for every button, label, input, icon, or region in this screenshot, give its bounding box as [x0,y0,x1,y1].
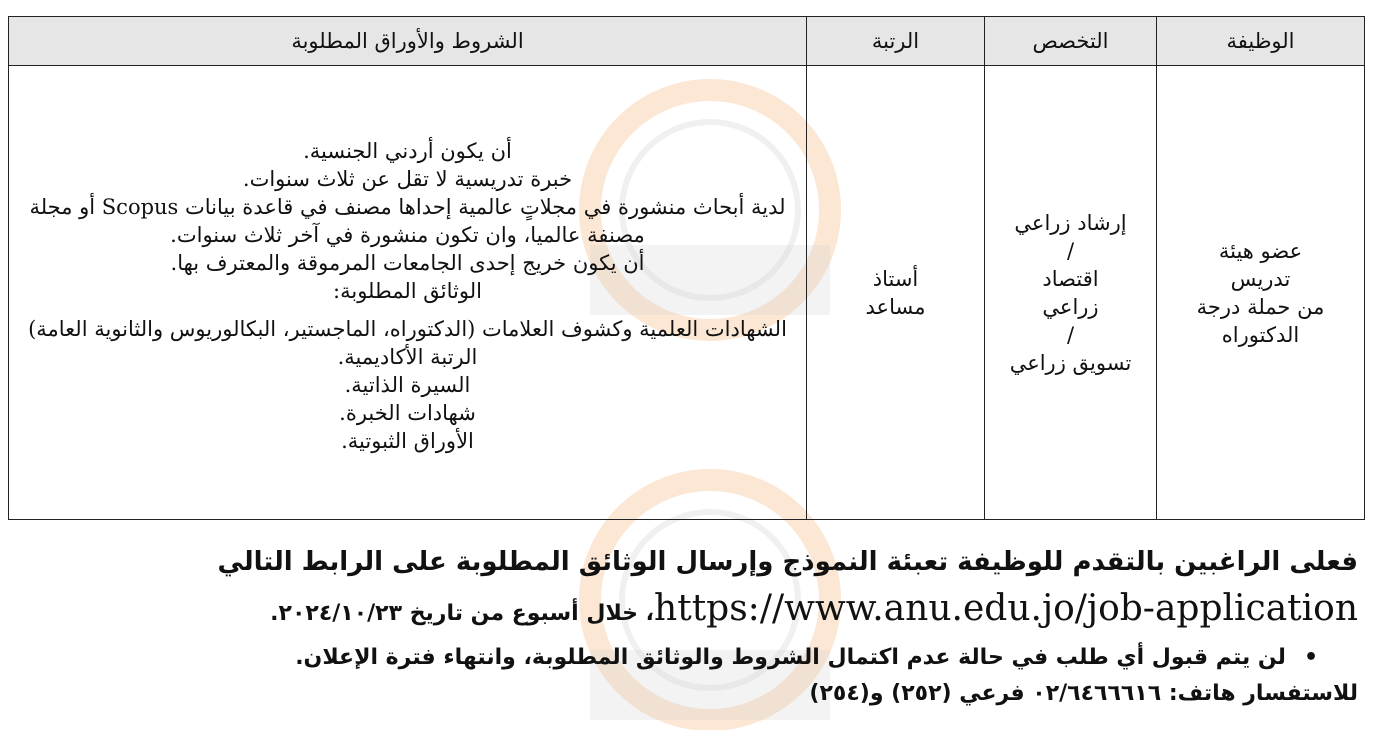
notice-text: لن يتم قبول أي طلب في حالة عدم اكتمال الشروط والوثائق المطلوبة، وانتهاء فترة الإعلان. [295,645,1286,670]
condition-item: خبرة تدريسية لا تقل عن ثلاث سنوات. [242,166,573,191]
job-title-line: من حملة درجة [1196,294,1325,319]
job-title-cell [1157,66,1365,520]
condition-item: أن يكون خريج إحدى الجامعات المرموقة والمعترف بها. [170,250,645,275]
document-item: الأوراق الثبوتية. [341,428,474,453]
application-instructions [18,540,1358,712]
header-specialization: التخصص [985,17,1157,66]
job-title-line: عضو هيئة [1218,238,1303,263]
specialization-line: إرشاد زراعي [1014,210,1127,235]
contact-phone: للاستفسار هاتف: ٠٢/٦٤٦٦٦١٦ فرعي (٢٥٢) و(٢٥٤) [809,681,1358,706]
apply-link-line [18,584,1358,640]
application-link[interactable]: https://www.anu.edu.jo/job-application [654,588,1358,629]
table-header-row [9,17,1365,66]
document-item: شهادات الخبرة. [339,400,476,425]
specialization-line: اقتصاد [1042,266,1099,291]
document-item: السيرة الذاتية. [344,372,471,397]
job-title-line: الدكتوراه [1221,322,1300,347]
table-row [9,66,1365,520]
specialization-line: / [1066,238,1075,263]
header-conditions: الشروط والأوراق المطلوبة [9,17,807,66]
rank-cell [807,66,985,520]
bullet-icon: • [1303,645,1318,670]
document-item: الرتبة الأكاديمية. [337,344,478,369]
apply-deadline-text: ، خلال أسبوع من تاريخ ٢٠٢٤/١٠/٢٣. [270,601,655,626]
condition-item: أن يكون أردني الجنسية. [303,138,512,163]
header-job-title: الوظيفة [1157,17,1365,66]
condition-item: لدية أبحاث منشورة في مجلاتٍ عالمية إحداها مصنف في قاعدة بيانات Scopus أو مجلة مصنفة عالميا، وان تكون منشورة في آخر ثلاث سنوات. [29,194,786,247]
apply-instruction-text: فعلى الراغبين بالتقدم للوظيفة تعبئة النموذج وإرسال الوثائق المطلوبة على الرابط التالي [217,547,1358,577]
documents-label: الوثائق المطلوبة: [333,278,482,303]
specialization-line: زراعي [1042,294,1099,319]
notice-line [18,640,1358,676]
header-rank: الرتبة [807,17,985,66]
rank-line: مساعد [865,294,926,319]
job-table [8,16,1365,520]
document-item: الشهادات العلمية وكشوف العلامات (الدكتوراه، الماجستير، البكالوريوس والثانوية العامة) [28,316,787,341]
specialization-line: تسويق زراعي [1009,350,1132,375]
specialization-line: / [1066,322,1075,347]
conditions-cell [9,66,807,520]
specialization-cell [985,66,1157,520]
rank-line: أستاذ [872,266,919,291]
job-title-line: تدريس [1230,266,1291,291]
